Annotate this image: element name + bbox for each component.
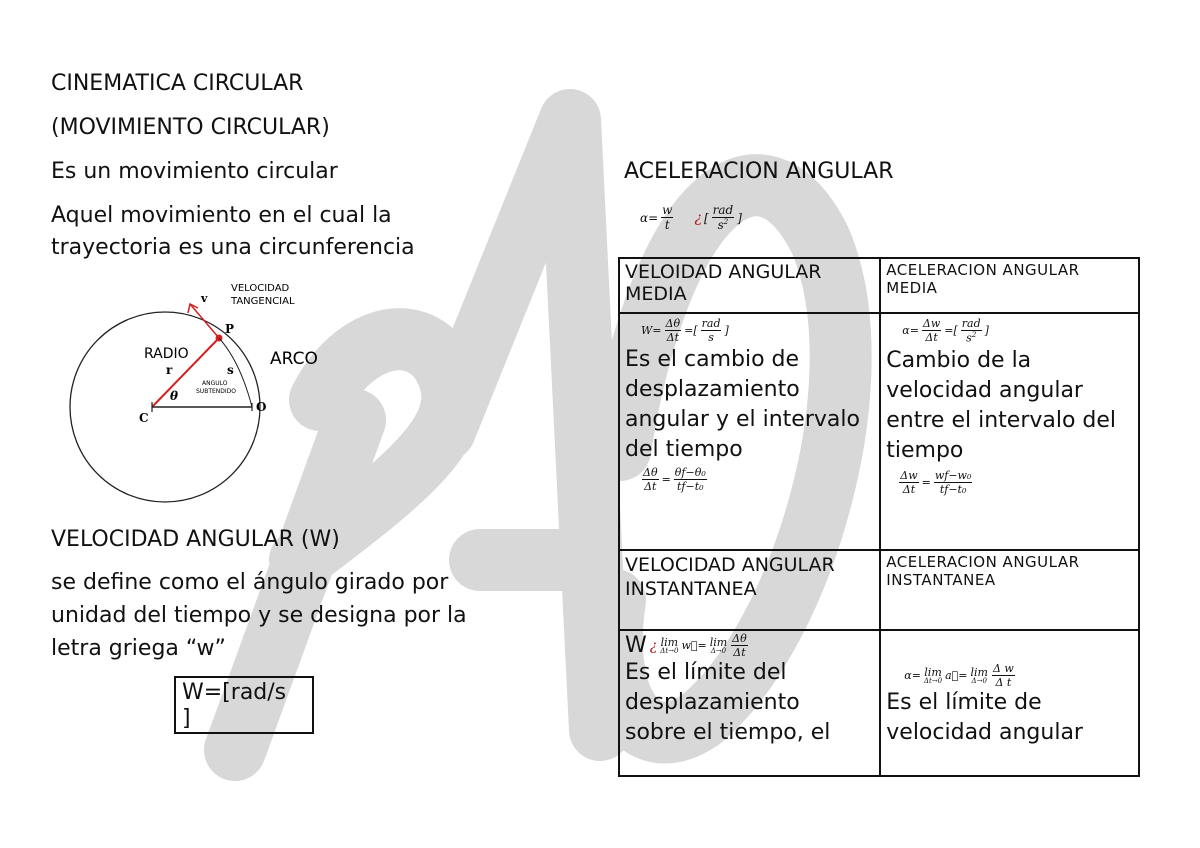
f2-num: Δw xyxy=(922,317,941,331)
formula-acc-media-2 xyxy=(898,470,1133,495)
intro-line: Es un movimiento circular xyxy=(51,159,338,184)
f1-num: Δθ xyxy=(665,317,681,330)
formula-den: t xyxy=(664,218,670,232)
f5-mid: w⃗= xyxy=(681,639,707,652)
f4-num: Δw xyxy=(900,468,918,482)
definition-line-2: trayectoria es una circunferencia xyxy=(51,235,415,260)
formula-unit-exp: 2 xyxy=(723,218,729,226)
label-subtendido: SUBTENDIDO xyxy=(196,388,236,395)
f1-lhs: W= xyxy=(641,324,662,337)
formula-acc-inst xyxy=(904,663,1133,688)
cell-h2 xyxy=(880,258,1139,313)
label-tangencial: TANGENCIAL xyxy=(231,296,295,307)
header-acc-media: ACELERACION ANGULAR MEDIA xyxy=(886,261,1080,297)
circle-diagram xyxy=(55,280,355,510)
text-vel-inst-1: Es el límite del xyxy=(625,660,787,685)
label-o: O xyxy=(256,400,267,414)
f5-w: W xyxy=(625,633,647,658)
f3-den2: tf−t₀ xyxy=(677,480,704,493)
cell-acc-inst xyxy=(880,630,1139,776)
units-box-line-1: W=[rad/s xyxy=(182,680,287,705)
text-vel-media: Es el cambio de desplazamiento angular y el intervalo del tiempo xyxy=(625,347,860,462)
formula-unit-den: s xyxy=(717,218,724,232)
f3-eq: = xyxy=(661,473,671,486)
cell-vel-inst xyxy=(619,630,880,776)
f5-lim: lim xyxy=(660,635,679,649)
f6-sub: Δt→0 xyxy=(923,676,943,685)
text-acc-inst-2: velocidad angular xyxy=(886,720,1083,745)
f5-den: Δt xyxy=(733,646,746,659)
velocity-heading: VELOCIDAD ANGULAR (W) xyxy=(51,527,340,552)
label-radio: RADIO xyxy=(144,346,189,362)
label-p: P xyxy=(225,322,235,336)
f4-den: Δt xyxy=(902,482,916,496)
text-acc-media: Cambio de la velocidad angular entre el intervalo del tiempo xyxy=(886,347,1117,463)
f3-num: Δθ xyxy=(643,466,658,479)
f5-lim2: lim xyxy=(709,635,728,649)
label-v: v xyxy=(201,292,208,305)
formula-acc-media xyxy=(902,318,1133,344)
header-acc-inst: ACELERACION ANGULAR INSTANTANEA xyxy=(886,553,1080,589)
velocity-text-3: letra griega “w” xyxy=(51,636,226,661)
formula-num: w xyxy=(662,203,673,217)
f2-den: Δt xyxy=(925,331,938,345)
f4-eq: = xyxy=(921,475,931,489)
f5-sub: Δt→0 xyxy=(660,646,679,655)
f6-sub2: Δ→0 xyxy=(971,676,987,685)
f6-lim2: lim xyxy=(970,665,988,679)
f1-uden: s xyxy=(708,331,714,344)
f5-num: Δθ xyxy=(732,632,747,645)
label-theta: θ xyxy=(170,389,179,403)
page-title: CINEMATICA CIRCULAR xyxy=(51,71,304,96)
comparison-table xyxy=(618,257,1140,777)
f2-uden: s xyxy=(966,331,972,345)
f5-sub2: Δ→0 xyxy=(710,646,727,655)
header-vel-inst: VELOCIDAD ANGULAR INSTANTANEA xyxy=(625,554,835,600)
formula-rbracket: ] xyxy=(737,210,742,225)
formula-vel-inst xyxy=(625,633,874,658)
text-vel-inst-2: desplazamiento xyxy=(625,690,800,715)
label-velocidad: VELOCIDAD xyxy=(231,283,290,294)
text-vel-inst-3: sobre el tiempo, el xyxy=(625,720,831,745)
units-box-line-2: ] xyxy=(182,706,191,731)
text-acc-inst-1: Es el límite de xyxy=(886,690,1042,715)
definition-line-1: Aquel movimiento en el cual la xyxy=(51,203,392,228)
f2-lhs: α= xyxy=(902,324,919,338)
f1-unum: rad xyxy=(701,317,721,330)
cell-h1 xyxy=(619,258,880,313)
f2-eq: =[ xyxy=(944,324,958,338)
formula-vel-media-2 xyxy=(641,467,874,492)
f5-glyph: ¿ xyxy=(649,637,658,654)
f6-mid: a⃗= xyxy=(945,669,968,682)
label-angulo: ANGULO xyxy=(202,380,228,387)
f4-num2: wf−w₀ xyxy=(934,468,972,482)
formula-lhs: α= xyxy=(640,210,659,225)
f6-lim: lim xyxy=(924,665,942,679)
cell-acc-media xyxy=(880,313,1139,550)
label-r: r xyxy=(166,363,173,377)
acceleration-heading: ACELERACION ANGULAR xyxy=(624,159,894,184)
f2-unum: rad xyxy=(961,317,981,330)
f3-den: Δt xyxy=(644,480,657,493)
velocity-text-1: se define como el ángulo girado por xyxy=(51,570,449,595)
f3-num2: θf−θ₀ xyxy=(674,466,706,479)
velocity-arrow xyxy=(190,304,219,338)
f6-den: Δ t xyxy=(995,676,1012,689)
f1-rb: ] xyxy=(724,324,729,337)
units-box xyxy=(174,676,314,734)
f6-alpha: α= xyxy=(904,669,921,682)
formula-unit-num: rad xyxy=(712,203,734,217)
cell-h3 xyxy=(619,550,880,630)
formula-vel-media xyxy=(641,318,874,343)
f2-rb: ] xyxy=(984,324,989,338)
f4-den2: tf−t₀ xyxy=(939,482,967,496)
header-vel-media: VELOIDAD ANGULAR MEDIA xyxy=(625,261,822,305)
cell-h4 xyxy=(880,550,1139,630)
formula-lbracket: [ xyxy=(703,210,709,225)
f1-eq: =[ xyxy=(684,324,698,337)
velocity-text-2: unidad del tiempo y se designa por la xyxy=(51,603,467,628)
label-c: C xyxy=(139,411,149,425)
label-arco: ARCO xyxy=(270,349,318,369)
cell-vel-media xyxy=(619,313,880,550)
f6-num: Δ w xyxy=(992,662,1014,675)
label-s: s xyxy=(227,363,234,377)
acceleration-formula xyxy=(640,204,742,231)
page-subtitle: (MOVIMIENTO CIRCULAR) xyxy=(51,115,330,140)
formula-glyph: ¿ xyxy=(694,209,702,226)
arc-s xyxy=(219,338,252,407)
f1-den: Δt xyxy=(666,331,679,344)
f2-uexp: 2 xyxy=(971,331,977,339)
